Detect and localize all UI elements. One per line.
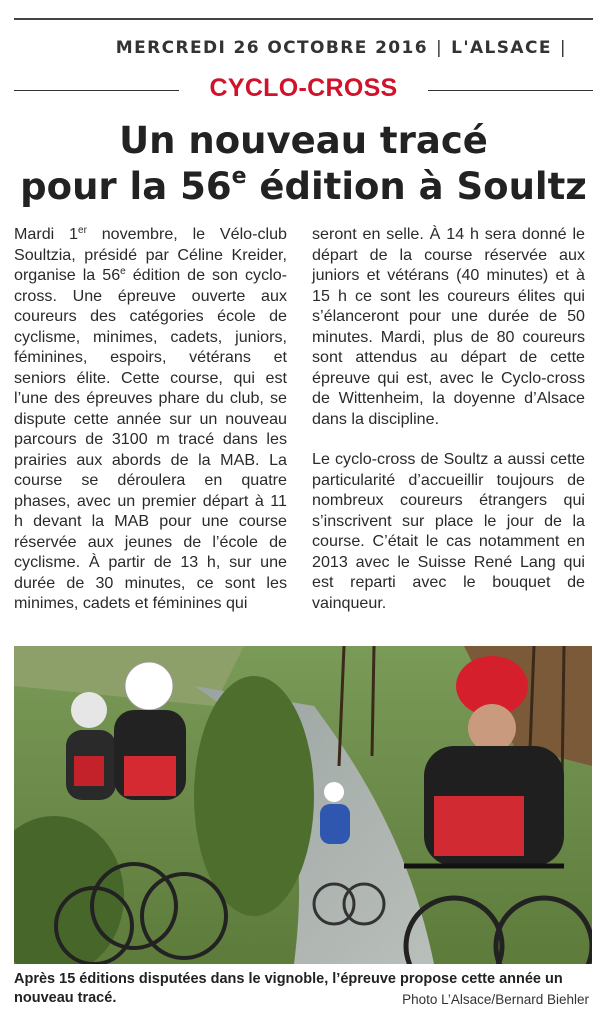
photo-credit: Photo L’Alsace/Bernard Biehler [402, 992, 589, 1007]
headline-line2-post: édition à Soultz [246, 165, 587, 208]
separator: | [559, 38, 567, 58]
text-run: Mardi 1 [14, 225, 79, 243]
article-paragraph-2: Le cyclo-cross de Soultz a aussi cette particularité d’accueillir toujours de nombreux coureurs étrangers qui s’inscrivent sur place le jour de la course. C’était le cas notamment en 2013 avec le Suisse René Lang qui est reparti avec le bouquet de vainqueur. [312, 450, 585, 612]
newspaper-name: L'ALSACE [451, 38, 552, 58]
rubric-rule-right [428, 90, 593, 91]
article-column-left [14, 224, 287, 614]
article-photo [14, 646, 592, 964]
text-run: novembre, le Vélo-club Soultzia, présidé par Céline Kreider, organise la 56 [14, 225, 288, 284]
headline-line2-pre: pour la 56 [20, 165, 232, 208]
photo-caption: Après 15 éditions disputées dans le vignoble, l’épreuve propose cette année un nouveau tracé. [14, 971, 563, 1006]
separator: | [436, 38, 444, 58]
article-column-right [312, 224, 585, 613]
text-run: édition de son cyclo-cross. Une épreuve ouverte aux coureurs des catégories école de cyclisme, minimes, cadets, juniors, féminines, espoirs, vétérans et seniors élite. Cette course, qui est l’une des épreuves phare du club, se dispute cette année sur un nouveau parcours de 3100 m tracé dans les prairies aux abords de la MAB. La course se déroulera en quatre phases, avec un premier départ à 11 h devant la MAB pour une course réservée aux jeunes de l’école de cyclisme. À partir de 13 h, sur une durée de 30 minutes, ce sont les minimes, cadets et féminines qui [14, 266, 287, 612]
article-paragraph-1-continued: seront en selle. À 14 h sera donné le départ de la course réservée aux juniors et vétérans (40 minutes) et à 15 h ce sont les coureurs élites qui s’élanceront pour une durée de 50 minutes. Mardi, plus de 80 coureurs sont attendus au départ de cette épreuve qui est, avec le Cyclo-cross de Wittenheim, la doyenne d’Alsace dans la discipline. [312, 225, 585, 428]
dateline [0, 38, 575, 58]
rubric-row [14, 72, 593, 108]
top-rule [14, 18, 593, 20]
headline [14, 118, 593, 210]
superscript: e [120, 266, 126, 277]
headline-line1: Un nouveau tracé [119, 119, 488, 162]
cyclists-photo-illustration [14, 646, 592, 964]
article-paragraph-1 [14, 224, 287, 614]
section-rubric: CYCLO-CROSS [209, 74, 398, 102]
issue-date: MERCREDI 26 OCTOBRE 2016 [115, 38, 428, 58]
superscript: er [78, 225, 87, 236]
headline-superscript: e [231, 164, 247, 189]
